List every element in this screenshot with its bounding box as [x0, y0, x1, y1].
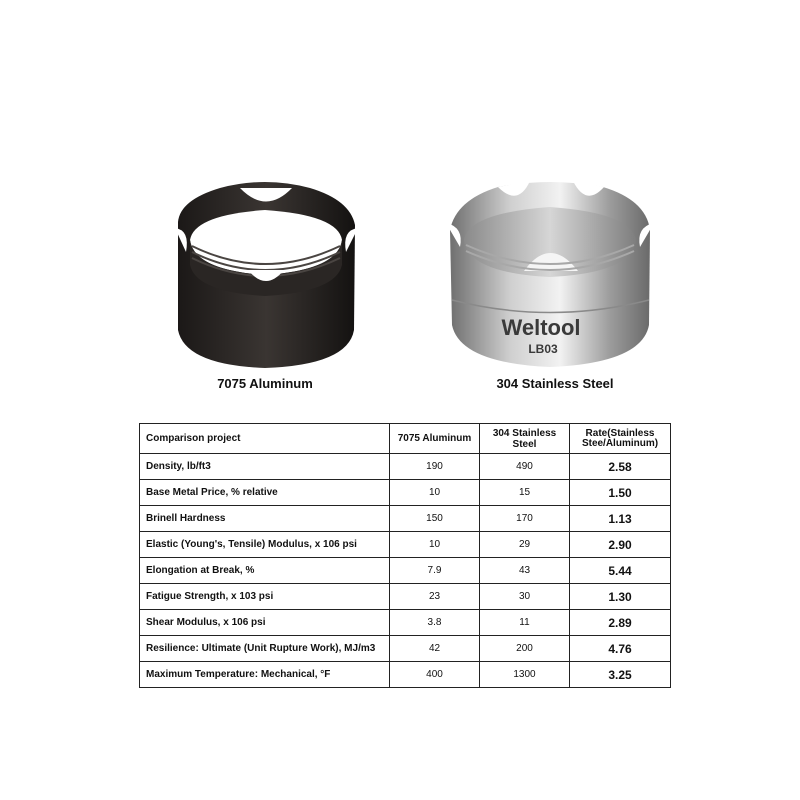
row-aluminum: 23: [390, 584, 480, 610]
row-steel: 29: [480, 532, 570, 558]
row-name: Elastic (Young's, Tensile) Modulus, x 106 psi: [140, 532, 390, 558]
row-name: Fatigue Strength, x 103 psi: [140, 584, 390, 610]
row-name: Base Metal Price, % relative: [140, 480, 390, 506]
header-steel: 304 Stainless Steel: [480, 424, 570, 454]
table-row: [140, 480, 671, 506]
steel-caption: 304 Stainless Steel: [496, 376, 614, 391]
comparison-table: [139, 423, 671, 688]
table-row: [140, 532, 671, 558]
row-aluminum: 10: [390, 480, 480, 506]
table-row: [140, 636, 671, 662]
steel-logo-text: Weltool: [501, 315, 581, 340]
steel-model-text: LB03: [528, 342, 558, 356]
row-aluminum: 3.8: [390, 610, 480, 636]
row-aluminum: 400: [390, 662, 480, 688]
row-rate: 5.44: [570, 558, 671, 584]
row-rate: 1.50: [570, 480, 671, 506]
header-comparison-project: Comparison project: [140, 424, 390, 454]
row-rate: 2.58: [570, 454, 671, 480]
steel-bezel-image: [438, 175, 663, 375]
row-aluminum: 7.9: [390, 558, 480, 584]
row-aluminum: 42: [390, 636, 480, 662]
row-aluminum: 150: [390, 506, 480, 532]
table-row: [140, 662, 671, 688]
aluminum-bezel-image: [160, 170, 370, 370]
table-row: [140, 584, 671, 610]
row-steel: 1300: [480, 662, 570, 688]
row-steel: 200: [480, 636, 570, 662]
row-steel: 490: [480, 454, 570, 480]
row-name: Shear Modulus, x 106 psi: [140, 610, 390, 636]
row-rate: 3.25: [570, 662, 671, 688]
row-rate: 2.90: [570, 532, 671, 558]
row-steel: 170: [480, 506, 570, 532]
steel-bezel-drawing: [438, 175, 663, 375]
table-header-row: [140, 424, 671, 454]
aluminum-bezel-drawing: [160, 170, 370, 370]
row-name: Elongation at Break, %: [140, 558, 390, 584]
row-rate: 2.89: [570, 610, 671, 636]
aluminum-caption: 7075 Aluminum: [217, 376, 313, 391]
row-steel: 30: [480, 584, 570, 610]
row-name: Resilience: Ultimate (Unit Rupture Work), MJ/m3: [140, 636, 390, 662]
row-name: Maximum Temperature: Mechanical, °F: [140, 662, 390, 688]
header-rate: Rate(Stainless Stee/Aluminum): [570, 424, 671, 454]
row-steel: 15: [480, 480, 570, 506]
row-aluminum: 190: [390, 454, 480, 480]
table-row: [140, 610, 671, 636]
table-row: [140, 506, 671, 532]
row-steel: 43: [480, 558, 570, 584]
row-rate: 4.76: [570, 636, 671, 662]
row-rate: 1.13: [570, 506, 671, 532]
row-name: Density, lb/ft3: [140, 454, 390, 480]
row-aluminum: 10: [390, 532, 480, 558]
table-row: [140, 558, 671, 584]
row-name: Brinell Hardness: [140, 506, 390, 532]
row-rate: 1.30: [570, 584, 671, 610]
table-row: [140, 454, 671, 480]
header-aluminum: 7075 Aluminum: [390, 424, 480, 454]
row-steel: 11: [480, 610, 570, 636]
